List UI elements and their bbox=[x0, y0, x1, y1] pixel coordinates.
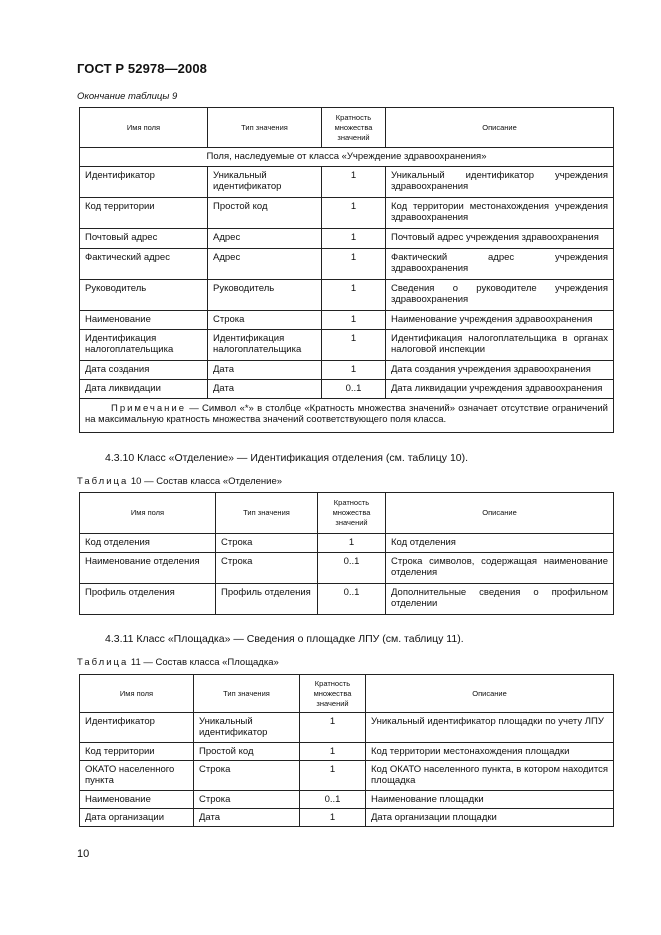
cell-field: Идентификация налогоплательщика bbox=[80, 330, 208, 361]
cell-field: Код территории bbox=[80, 198, 208, 229]
header-field-name: Имя поля bbox=[80, 108, 208, 148]
cell-description: Код территории местонахождения учреждения здравоохранения bbox=[386, 198, 614, 229]
cell-description: Фактический адрес учреждения здравоохранения bbox=[386, 249, 614, 280]
document-title: ГОСТ Р 52978—2008 bbox=[77, 61, 207, 76]
cell-multiplicity: 0..1 bbox=[318, 553, 386, 584]
table-note bbox=[80, 399, 614, 433]
cell-description: Почтовый адрес учреждения здравоохранения bbox=[386, 229, 614, 249]
cell-field: Профиль отделения bbox=[80, 584, 216, 615]
cell-multiplicity: 1 bbox=[322, 229, 386, 249]
table-row bbox=[80, 229, 614, 249]
table-10-caption-label: Таблица bbox=[77, 476, 129, 487]
cell-description: Наименование площадки bbox=[366, 791, 614, 809]
section-row: Поля, наследуемые от класса «Учреждение здравоохранения» bbox=[80, 148, 614, 167]
header-description: Описание bbox=[386, 108, 614, 148]
cell-type: Строка bbox=[216, 534, 318, 553]
cell-multiplicity: 1 bbox=[322, 330, 386, 361]
table-row bbox=[80, 761, 614, 791]
table-9-caption: Окончание таблицы 9 bbox=[77, 91, 178, 102]
cell-multiplicity: 1 bbox=[322, 198, 386, 229]
cell-description: Код территории местонахождения площадки bbox=[366, 743, 614, 761]
table-row bbox=[80, 809, 614, 827]
cell-type: Строка bbox=[194, 761, 300, 791]
header-multiplicity: Кратность множества значений bbox=[300, 675, 366, 713]
table-row bbox=[80, 791, 614, 809]
table-10 bbox=[79, 492, 614, 615]
cell-field: Почтовый адрес bbox=[80, 229, 208, 249]
cell-description: Код отделения bbox=[386, 534, 614, 553]
cell-field: Руководитель bbox=[80, 280, 208, 311]
cell-type: Простой код bbox=[194, 743, 300, 761]
cell-multiplicity: 1 bbox=[322, 361, 386, 380]
table-row bbox=[80, 311, 614, 330]
note-label: Примечание bbox=[111, 403, 186, 414]
table-row bbox=[80, 380, 614, 399]
cell-field: Наименование отделения bbox=[80, 553, 216, 584]
table-11-caption-text: 11 — Состав класса «Площадка» bbox=[128, 657, 279, 668]
cell-field: Дата организации bbox=[80, 809, 194, 827]
cell-multiplicity: 1 bbox=[300, 809, 366, 827]
cell-description: Строка символов, содержащая наименование отделения bbox=[386, 553, 614, 584]
cell-field: Наименование bbox=[80, 791, 194, 809]
header-field-name: Имя поля bbox=[80, 675, 194, 713]
cell-type: Дата bbox=[208, 380, 322, 399]
table-row bbox=[80, 361, 614, 380]
table-row bbox=[80, 584, 614, 615]
section-4-3-11: 4.3.11 Класс «Площадка» — Сведения о площадке ЛПУ (см. таблицу 11). bbox=[105, 633, 464, 645]
table-10-caption-text: 10 — Состав класса «Отделение» bbox=[128, 476, 283, 487]
table-row bbox=[80, 198, 614, 229]
table-row bbox=[80, 280, 614, 311]
table-row bbox=[80, 330, 614, 361]
header-field-name: Имя поля bbox=[80, 493, 216, 534]
cell-description: Дата ликвидации учреждения здравоохранения bbox=[386, 380, 614, 399]
cell-type: Уникальный идентификатор bbox=[208, 167, 322, 198]
cell-multiplicity: 0..1 bbox=[322, 380, 386, 399]
cell-field: Идентификатор bbox=[80, 167, 208, 198]
header-description: Описание bbox=[386, 493, 614, 534]
page-number: 10 bbox=[77, 848, 90, 860]
cell-description: Наименование учреждения здравоохранения bbox=[386, 311, 614, 330]
cell-multiplicity: 1 bbox=[322, 249, 386, 280]
table-10-caption bbox=[77, 476, 282, 487]
cell-multiplicity: 1 bbox=[318, 534, 386, 553]
header-description: Описание bbox=[366, 675, 614, 713]
cell-description: Дата создания учреждения здравоохранения bbox=[386, 361, 614, 380]
table-row bbox=[80, 713, 614, 743]
cell-field: Фактический адрес bbox=[80, 249, 208, 280]
cell-type: Простой код bbox=[208, 198, 322, 229]
cell-multiplicity: 1 bbox=[322, 167, 386, 198]
cell-description: Уникальный идентификатор учреждения здравоохранения bbox=[386, 167, 614, 198]
cell-field: Наименование bbox=[80, 311, 208, 330]
header-multiplicity: Кратность множества значений bbox=[322, 108, 386, 148]
section-4-3-10: 4.3.10 Класс «Отделение» — Идентификация отделения (см. таблицу 10). bbox=[105, 452, 469, 464]
cell-field: Дата ликвидации bbox=[80, 380, 208, 399]
cell-multiplicity: 1 bbox=[322, 311, 386, 330]
cell-type: Адрес bbox=[208, 249, 322, 280]
cell-field: Код отделения bbox=[80, 534, 216, 553]
cell-type: Руководитель bbox=[208, 280, 322, 311]
table-11-caption bbox=[77, 657, 279, 668]
cell-type: Строка bbox=[208, 311, 322, 330]
table-9 bbox=[79, 107, 614, 433]
table-row bbox=[80, 167, 614, 198]
table-11-caption-label: Таблица bbox=[77, 657, 129, 668]
cell-type: Профиль отделения bbox=[216, 584, 318, 615]
cell-description: Код ОКАТО населенного пункта, в котором находится площадка bbox=[366, 761, 614, 791]
cell-type: Уникальный идентификатор bbox=[194, 713, 300, 743]
cell-type: Идентификация налогоплательщика bbox=[208, 330, 322, 361]
cell-field: ОКАТО населенного пункта bbox=[80, 761, 194, 791]
table-11 bbox=[79, 674, 614, 827]
cell-type: Дата bbox=[194, 809, 300, 827]
header-value-type: Тип значения bbox=[208, 108, 322, 148]
table-row bbox=[80, 553, 614, 584]
cell-type: Адрес bbox=[208, 229, 322, 249]
note-text: — Символ «*» в столбце «Кратность множества значений» означает отсутствие ограничений на максимальную кратность множества значений соответствующего поля класса. bbox=[85, 403, 608, 425]
table-row bbox=[80, 249, 614, 280]
header-value-type: Тип значения bbox=[216, 493, 318, 534]
cell-description: Дополнительные сведения о профильном отделении bbox=[386, 584, 614, 615]
cell-description: Идентификация налогоплательщика в органах налоговой инспекции bbox=[386, 330, 614, 361]
table-row bbox=[80, 534, 614, 553]
header-value-type: Тип значения bbox=[194, 675, 300, 713]
cell-multiplicity: 0..1 bbox=[300, 791, 366, 809]
header-multiplicity: Кратность множества значений bbox=[318, 493, 386, 534]
cell-field: Идентификатор bbox=[80, 713, 194, 743]
cell-field: Код территории bbox=[80, 743, 194, 761]
cell-description: Дата организации площадки bbox=[366, 809, 614, 827]
cell-multiplicity: 0..1 bbox=[318, 584, 386, 615]
cell-type: Дата bbox=[208, 361, 322, 380]
cell-multiplicity: 1 bbox=[300, 713, 366, 743]
cell-multiplicity: 1 bbox=[300, 761, 366, 791]
cell-description: Уникальный идентификатор площадки по учету ЛПУ bbox=[366, 713, 614, 743]
cell-multiplicity: 1 bbox=[300, 743, 366, 761]
table-row bbox=[80, 743, 614, 761]
cell-field: Дата создания bbox=[80, 361, 208, 380]
cell-type: Строка bbox=[194, 791, 300, 809]
cell-multiplicity: 1 bbox=[322, 280, 386, 311]
cell-type: Строка bbox=[216, 553, 318, 584]
cell-description: Сведения о руководителе учреждения здравоохранения bbox=[386, 280, 614, 311]
